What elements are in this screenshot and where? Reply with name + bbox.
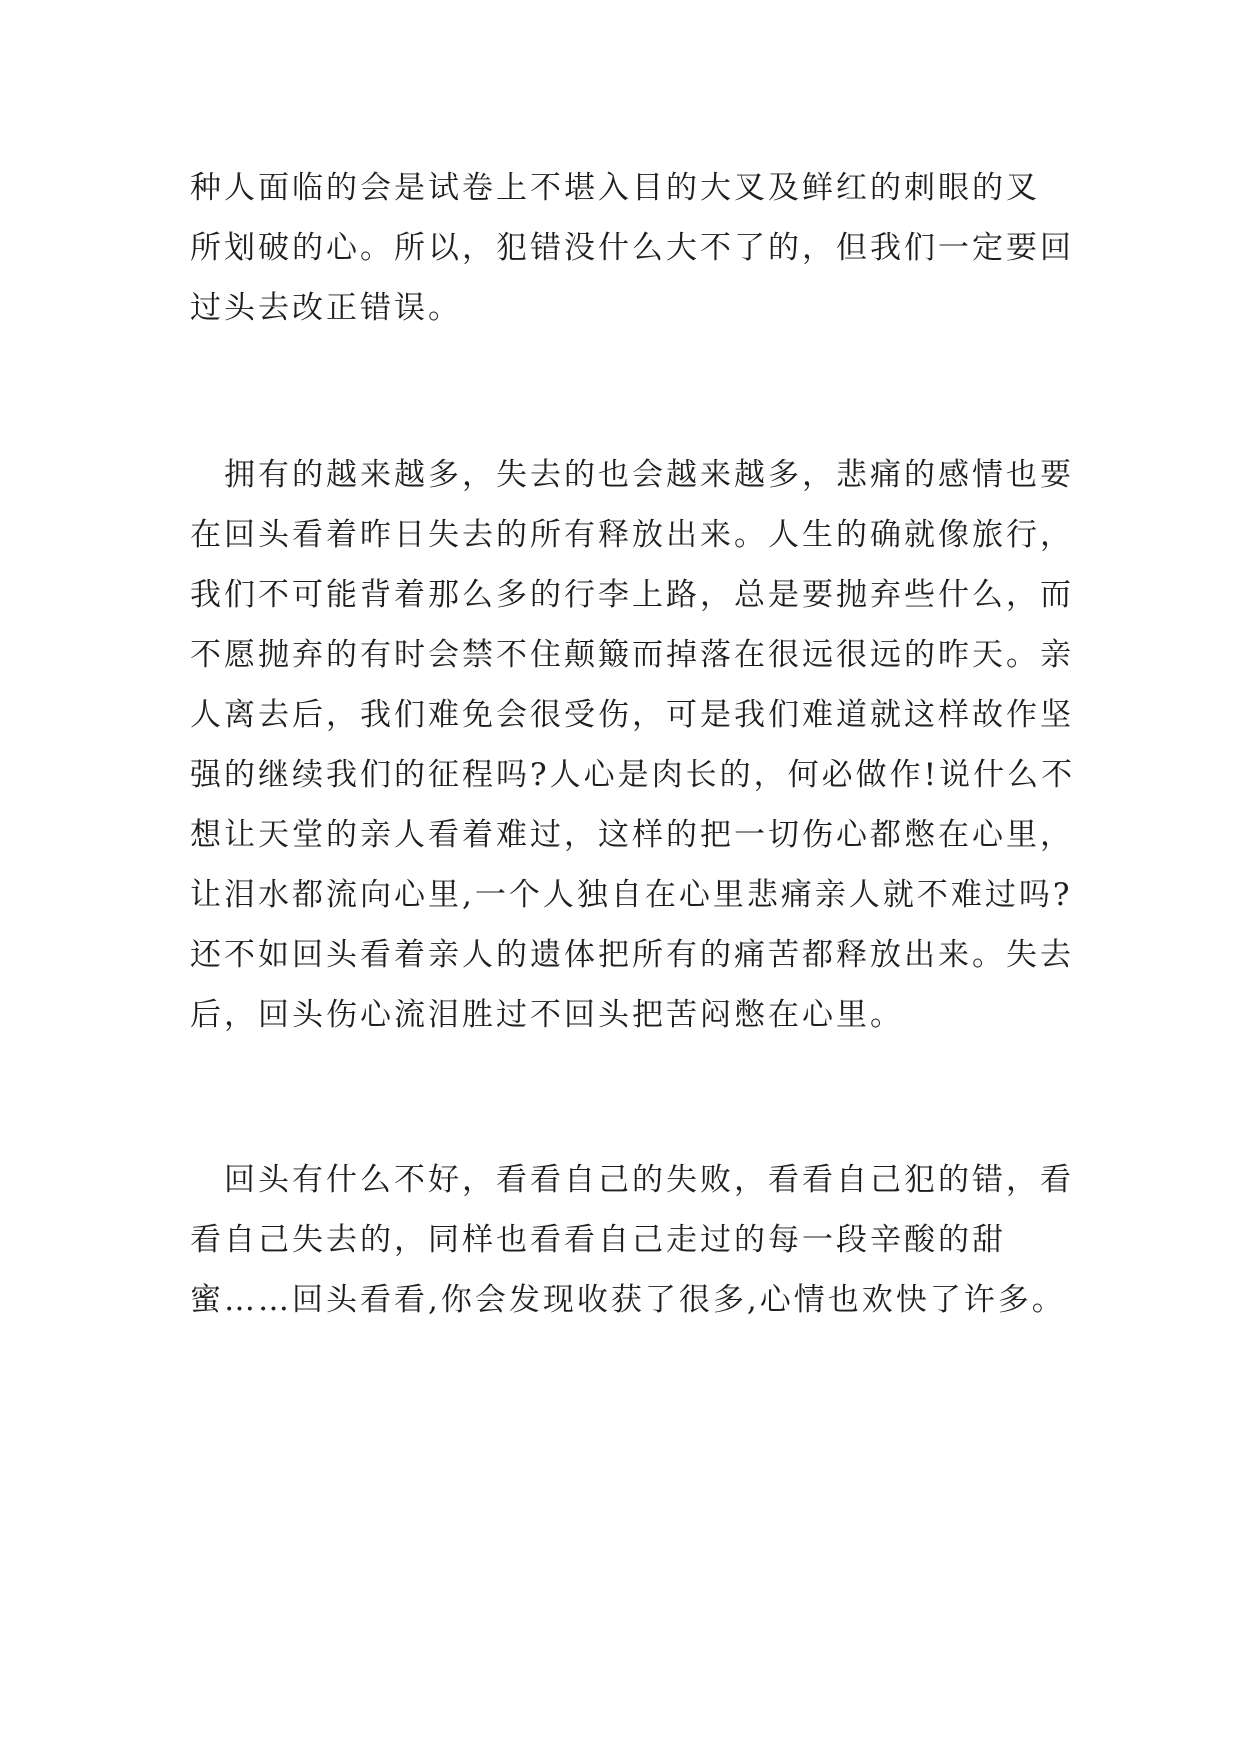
text-line: 所划破的心。所以，犯错没什么大不了的，但我们一定要回 — [190, 230, 1074, 266]
text-line: 蜜……回头看看,你会发现收获了很多,心情也欢快了许多。 — [190, 1282, 1066, 1318]
text-line: 强的继续我们的征程吗?人心是肉长的，何必做作!说什么不 — [190, 757, 1076, 793]
paragraph-3 — [190, 1150, 1074, 1330]
paragraph-2 — [190, 445, 1076, 1045]
text-line: 回头有什么不好，看看自己的失败，看看自己犯的错，看 — [190, 1162, 1074, 1198]
text-line: 种人面临的会是试卷上不堪入目的大叉及鲜红的刺眼的叉 — [190, 170, 1040, 206]
paragraph-1 — [190, 158, 1074, 338]
text-line: 想让天堂的亲人看着难过，这样的把一切伤心都憋在心里， — [190, 817, 1074, 853]
text-line: 过头去改正错误。 — [190, 290, 462, 326]
text-line: 不愿抛弃的有时会禁不住颠簸而掉落在很远很远的昨天。亲 — [190, 637, 1074, 673]
text-line: 拥有的越来越多，失去的也会越来越多，悲痛的感情也要 — [190, 457, 1074, 493]
text-line: 后，回头伤心流泪胜过不回头把苦闷憋在心里。 — [190, 997, 904, 1033]
text-line: 人离去后，我们难免会很受伤，可是我们难道就这样故作坚 — [190, 697, 1074, 733]
text-line: 让泪水都流向心里,一个人独自在心里悲痛亲人就不难过吗? — [190, 877, 1073, 913]
text-line: 我们不可能背着那么多的行李上路，总是要抛弃些什么，而 — [190, 577, 1074, 613]
text-line: 在回头看着昨日失去的所有释放出来。人生的确就像旅行， — [190, 517, 1074, 553]
text-line: 还不如回头看着亲人的遗体把所有的痛苦都释放出来。失去 — [190, 937, 1074, 973]
text-line: 看自己失去的，同样也看看自己走过的每一段辛酸的甜 — [190, 1222, 1006, 1258]
